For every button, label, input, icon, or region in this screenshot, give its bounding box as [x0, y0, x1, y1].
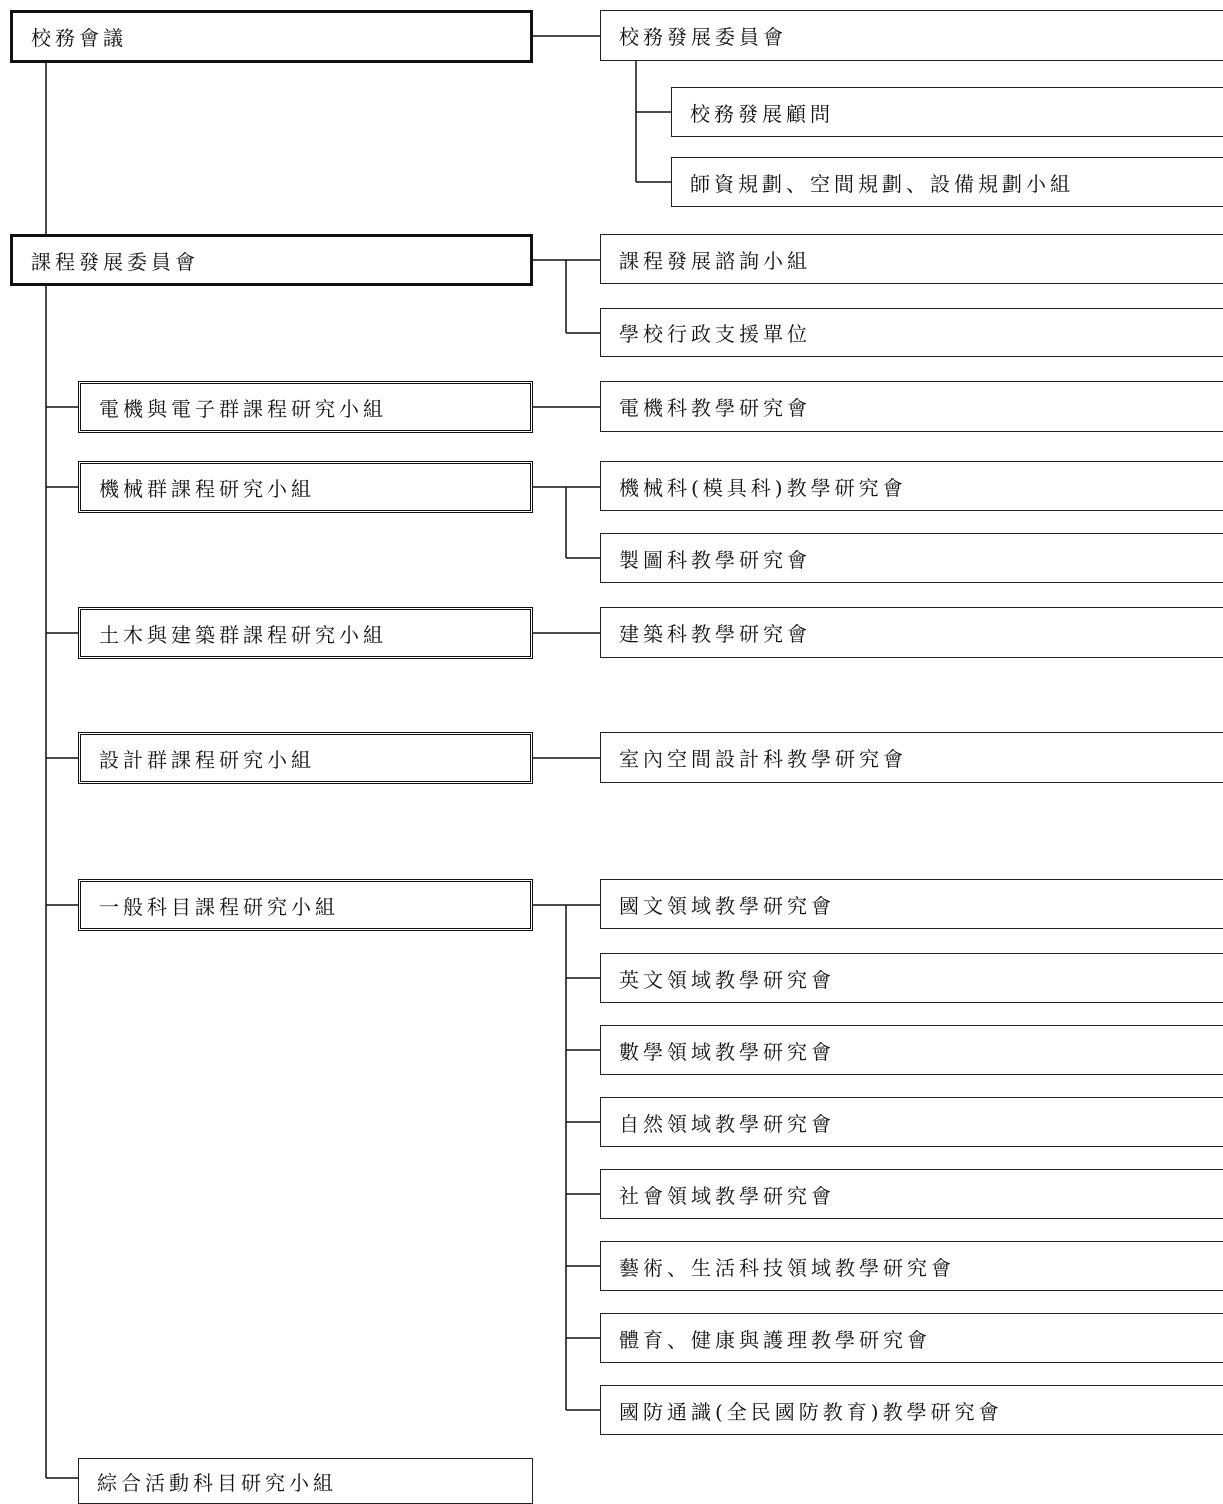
design-group-box: [78, 732, 533, 784]
integrated-group-label: 綜合活動科目研究小組: [97, 1470, 337, 1495]
drafting-dept-box: [600, 533, 1223, 583]
electric-dept-label: 電機科教學研究會: [619, 396, 811, 420]
social-box: [600, 1169, 1223, 1219]
chinese-box: [600, 879, 1223, 929]
math-label: 數學領域教學研究會: [619, 1039, 835, 1064]
electric-group-box: [78, 381, 533, 433]
general-group-label: 一般科目課程研究小組: [99, 894, 339, 919]
mechanical-group-box: [78, 461, 533, 513]
social-label: 社會領域教學研究會: [619, 1183, 835, 1208]
dev-committee-box: [600, 10, 1223, 61]
arch-dept-label: 建築科教學研究會: [619, 622, 811, 646]
general-group-box: [78, 879, 533, 931]
arts-tech-label: 藝術、生活科技領域教學研究會: [619, 1255, 955, 1280]
interior-dept-label: 室內空間設計科教學研究會: [619, 747, 907, 771]
dev-committee-label: 校務發展委員會: [619, 25, 787, 49]
chinese-label: 國文領域教學研究會: [619, 893, 835, 918]
mech-dept-box: [600, 461, 1223, 511]
mechanical-group-label: 機械群課程研究小組: [99, 476, 315, 501]
civil-group-box: [78, 607, 533, 659]
drafting-dept-label: 製圖科教學研究會: [619, 547, 811, 572]
admin-support-label: 學校行政支援單位: [619, 322, 811, 346]
admin-support-box: [600, 308, 1223, 357]
curriculum-committee-box: [10, 234, 533, 286]
science-box: [600, 1097, 1223, 1147]
defense-label: 國防通識(全民國防教育)教學研究會: [619, 1399, 1003, 1424]
math-box: [600, 1025, 1223, 1075]
science-label: 自然領域教學研究會: [619, 1111, 835, 1136]
pe-health-label: 體育、健康與護理教學研究會: [619, 1327, 931, 1352]
interior-dept-box: [600, 732, 1223, 783]
school-council-label: 校務會議: [31, 26, 127, 50]
consult-box: [600, 234, 1223, 284]
consult-label: 課程發展諮詢小組: [619, 248, 811, 273]
defense-box: [600, 1385, 1223, 1435]
school-council-box: [10, 10, 533, 63]
planning-box: [671, 157, 1223, 207]
pe-health-box: [600, 1313, 1223, 1363]
planning-label: 師資規劃、空間規劃、設備規劃小組: [690, 171, 1074, 196]
english-box: [600, 953, 1223, 1003]
arts-tech-box: [600, 1241, 1223, 1291]
advisor-label: 校務發展顧問: [690, 101, 834, 126]
curriculum-committee-label: 課程發展委員會: [31, 249, 199, 274]
arch-dept-box: [600, 607, 1223, 658]
electric-dept-box: [600, 381, 1223, 432]
english-label: 英文領域教學研究會: [619, 967, 835, 992]
design-group-label: 設計群課程研究小組: [99, 747, 315, 772]
advisor-box: [671, 87, 1223, 137]
integrated-group-box: [78, 1458, 533, 1504]
civil-group-label: 土木與建築群課程研究小組: [99, 622, 387, 647]
mech-dept-label: 機械科(模具科)教學研究會: [619, 475, 907, 500]
electric-group-label: 電機與電子群課程研究小組: [99, 396, 387, 421]
